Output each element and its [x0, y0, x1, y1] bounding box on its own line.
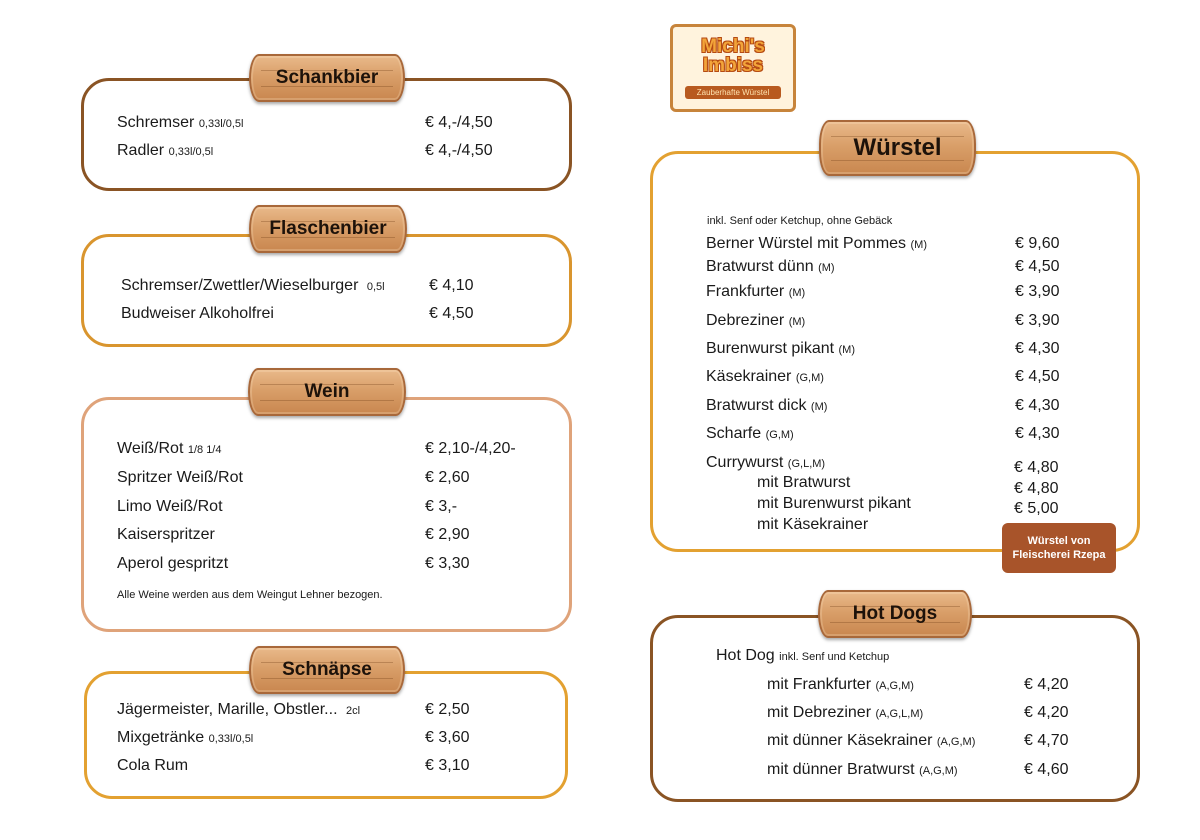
item-price: € 5,00 [1014, 500, 1059, 517]
item-name: Currywurst [706, 454, 784, 471]
item-price: € 3,30 [425, 555, 470, 572]
menu-item [117, 440, 221, 458]
wuerstel-title-plank [819, 120, 976, 176]
item-size: 0,5l [366, 281, 385, 293]
item-price: € 3,90 [1015, 283, 1060, 300]
item-name: Mixgetränke [117, 729, 205, 746]
schnaepse-title: Schnäpse [282, 659, 372, 680]
currywurst-item [706, 454, 825, 472]
item-name: Cola Rum [117, 757, 189, 774]
item-allergens: (M) [818, 262, 835, 274]
item-price: € 4,20 [1024, 704, 1069, 721]
item-price: € 4,50 [429, 305, 474, 322]
item-name: Aperol gespritzt [117, 555, 229, 572]
menu-item [706, 397, 827, 415]
logo-title-line2: Imbiss [702, 55, 764, 76]
menu-item [117, 729, 253, 747]
item-name: Bratwurst dick [706, 397, 807, 414]
item-price: € 3,90 [1015, 312, 1060, 329]
menu-item [706, 312, 805, 330]
item-size: 0,33l/0,5l [208, 733, 254, 745]
wein-title-plank [248, 368, 406, 416]
item-price: € 4,30 [1015, 340, 1060, 357]
item-price: € 2,90 [425, 526, 470, 543]
butcher-badge [1002, 523, 1116, 573]
hotdogs-title: Hot Dogs [852, 603, 938, 624]
menu-item [117, 114, 243, 132]
menu-item [117, 469, 243, 487]
menu-item [117, 701, 360, 719]
menu-item [706, 340, 855, 358]
item-price: € 3,60 [425, 729, 470, 746]
item-allergens: (M) [788, 287, 806, 299]
item-price: € 4,50 [1015, 368, 1060, 385]
item-name: Debreziner [706, 312, 785, 329]
item-price: € 2,50 [425, 701, 470, 718]
item-price: € 4,10 [429, 277, 474, 294]
currywurst-subitem: mit Bratwurst [757, 474, 851, 491]
item-name: mit Frankfurter [767, 676, 872, 693]
menu-item [767, 676, 914, 694]
currywurst-subitem: mit Burenwurst pikant [757, 495, 911, 512]
menu-item [706, 258, 835, 276]
item-name: Bratwurst dünn [706, 258, 814, 275]
item-allergens: (G,L,M) [787, 458, 826, 470]
item-name: Schremser/Zwettler/Wieselburger [121, 277, 359, 294]
item-name: Spritzer Weiß/Rot [117, 469, 243, 486]
flaschenbier-title-plank [249, 205, 407, 253]
hotdog-heading-name: Hot Dog [716, 647, 775, 664]
item-name: Burenwurst pikant [706, 340, 835, 357]
menu-item [706, 425, 794, 443]
menu-item [767, 761, 958, 779]
logo-title [673, 37, 793, 75]
badge-line1: Würstel von [1027, 535, 1091, 547]
item-price: € 2,60 [425, 469, 470, 486]
menu-item [117, 526, 215, 544]
flaschenbier-title: Flaschenbier [269, 218, 387, 239]
schankbier-title-plank [249, 54, 405, 102]
item-price: € 4,50 [1015, 258, 1060, 275]
item-allergens: (A,G,M) [875, 680, 914, 692]
item-price: € 4,-/4,50 [425, 114, 493, 131]
wuerstel-title: Würstel [853, 134, 942, 161]
item-size: 2cl [345, 705, 361, 717]
item-name: Jägermeister, Marille, Obstler... [117, 701, 338, 718]
menu-item [117, 757, 188, 775]
hotdog-heading [716, 647, 889, 665]
item-name: Frankfurter [706, 283, 785, 300]
item-name: mit dünner Bratwurst [767, 761, 915, 778]
item-name: Schremser [117, 114, 195, 131]
item-name: Berner Würstel mit Pommes [706, 235, 907, 252]
schnaepse-title-plank [249, 646, 405, 694]
item-name: Weiß/Rot [117, 440, 184, 457]
currywurst-subitem: mit Käsekrainer [757, 516, 869, 533]
item-name: Scharfe [706, 425, 762, 442]
item-allergens: (M) [810, 401, 828, 413]
menu-item [121, 277, 385, 295]
logo-title-line1: Michi's [701, 36, 765, 57]
item-price: € 4,20 [1024, 676, 1069, 693]
wein-title: Wein [304, 381, 350, 402]
wuerstel-note: inkl. Senf oder Ketchup, ohne Gebäck [707, 215, 893, 227]
menu-item [767, 704, 923, 722]
menu-item [706, 368, 824, 386]
item-price: € 2,10-/4,20- [425, 440, 516, 457]
hotdogs-title-plank [818, 590, 972, 638]
item-name: Limo Weiß/Rot [117, 498, 223, 515]
menu-item [706, 283, 805, 301]
item-name: Budweiser Alkoholfrei [121, 305, 274, 322]
item-allergens: (A,G,M) [919, 765, 958, 777]
item-name: Käsekrainer [706, 368, 792, 385]
item-price: € 4,30 [1015, 397, 1060, 414]
item-name: mit Debreziner [767, 704, 872, 721]
item-size: 0,33l/0,5l [198, 118, 244, 130]
item-allergens: (M) [838, 344, 856, 356]
menu-item [117, 142, 213, 160]
menu-item [767, 732, 975, 750]
item-price: € 4,80 [1014, 480, 1059, 497]
menu-item [117, 555, 228, 573]
menu-item [706, 235, 927, 253]
hotdog-heading-note: inkl. Senf und Ketchup [779, 651, 890, 663]
menu-item [117, 498, 223, 516]
imbiss-logo [670, 24, 796, 112]
item-name: Radler [117, 142, 165, 159]
badge-line2: Fleischerei Rzepa [1012, 549, 1106, 561]
item-allergens: (G,M) [765, 429, 794, 441]
menu-item [121, 305, 274, 323]
item-name: mit dünner Käsekrainer [767, 732, 933, 749]
item-name: Kaiserspritzer [117, 526, 215, 543]
item-price: € 4,60 [1024, 761, 1069, 778]
item-allergens: (M) [788, 316, 806, 328]
schankbier-title: Schankbier [275, 67, 379, 88]
item-price: € 4,70 [1024, 732, 1069, 749]
item-price: € 4,30 [1015, 425, 1060, 442]
item-allergens: (A,G,L,M) [875, 708, 924, 720]
item-size: 0,33l/0,5l [168, 146, 214, 158]
item-price: € 3,- [425, 498, 458, 515]
logo-subtitle: Zauberhafte Würstel [685, 86, 781, 99]
item-price: € 9,60 [1015, 235, 1060, 252]
item-size: 1/8 1/4 [187, 444, 222, 456]
item-price: € 4,80 [1014, 459, 1059, 476]
item-price: € 4,-/4,50 [425, 142, 493, 159]
wein-note: Alle Weine werden aus dem Weingut Lehner bezogen. [117, 589, 383, 601]
item-allergens: (G,M) [795, 372, 824, 384]
item-allergens: (M) [910, 239, 927, 251]
item-allergens: (A,G,M) [936, 736, 976, 748]
item-price: € 3,10 [425, 757, 470, 774]
